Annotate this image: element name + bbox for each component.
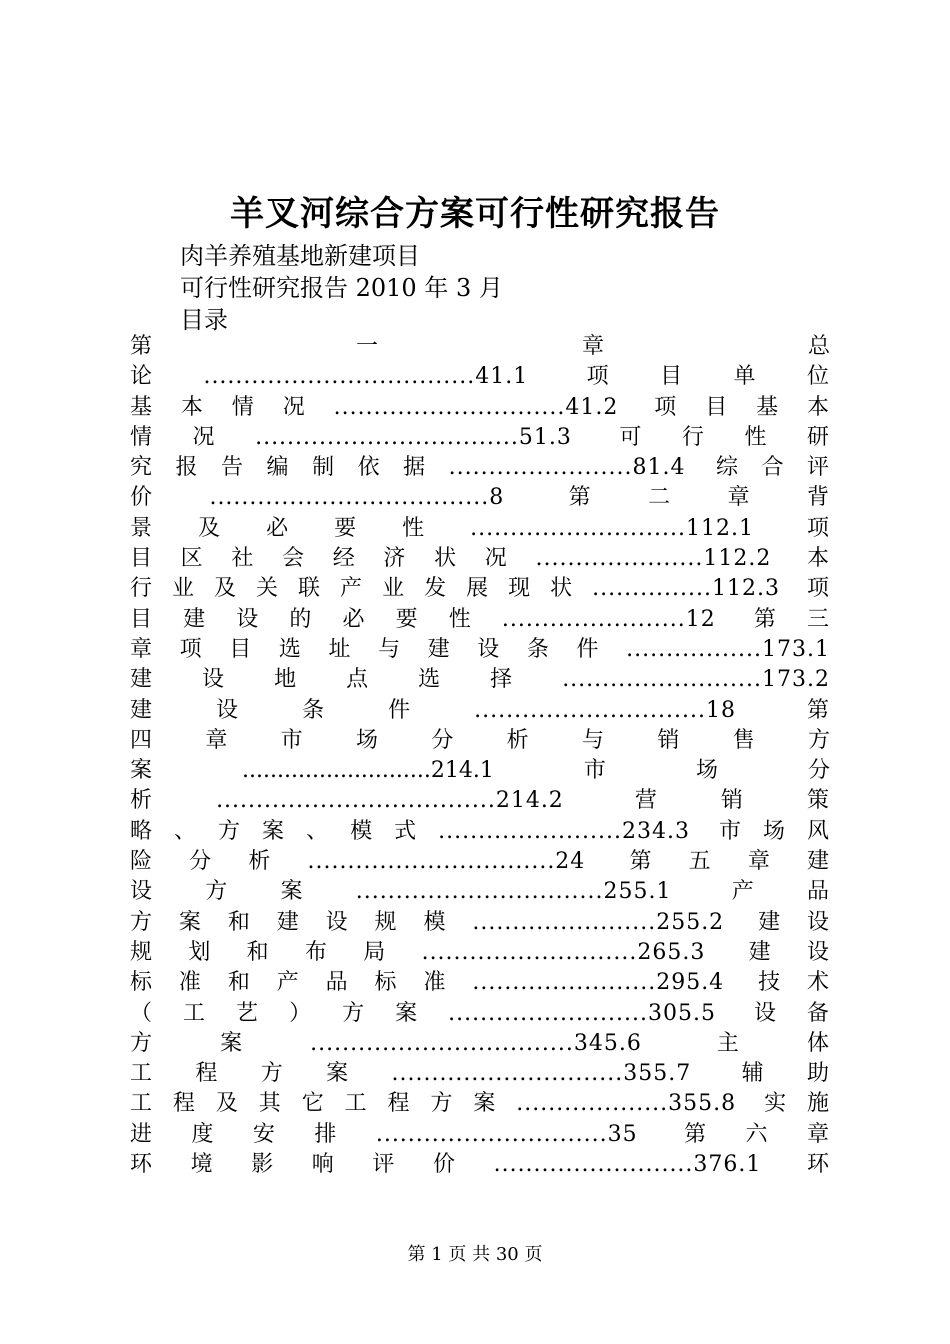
project-name-line: 肉羊养殖基地新建项目 [180,242,420,270]
document-title: 羊叉河综合方案可行性研究报告 [230,194,720,234]
toc-line: 四 章 市 场 分 析 与 销 售 方 [130,727,830,753]
toc-line: 工程方案.............................355.7 辅助 [130,1061,830,1087]
toc-line: 建设条件.............................18 第 [130,697,830,723]
report-date-line: 可行性研究报告 2010 年 3 月 [180,274,503,302]
toc-line: 进度安排.............................35 第六章 [130,1121,830,1147]
toc-line: 工程及其它工程方案...................355.8 实施 [130,1091,830,1117]
toc-line: 建设地点选择.........................173.2 [130,667,830,693]
toc-heading: 目录 [180,306,228,334]
toc-line: 章项目选址与建设条件.................173.1 [130,636,830,662]
toc-line: 情况.................................51.3 可行性研 [130,424,830,450]
toc-line: 目建设的必要性.......................12 第三 [130,606,830,632]
toc-line: 标准和产品标准.......................295.4 技术 [130,970,830,996]
toc-line: 基本情况.............................41.2 项目基本 [130,394,830,420]
table-of-contents [130,332,830,1180]
toc-line: 略、方案、模式.......................234.3 市场风 [130,818,830,844]
toc-line: 环境影响评价.........................376.1 环 [130,1152,830,1178]
toc-line: 目区社会经济状况.....................112.2 本 [130,546,830,572]
toc-line: 设方案...............................255.1 产品 [130,879,830,905]
toc-line: 行业及关联产业发展现状...............112.3 项 [130,576,830,602]
toc-line: 案 ...........................214.1 市 场 分 [130,758,830,784]
page-number-footer: 第 1 页 共 30 页 [407,1244,543,1265]
toc-line: 析...................................214.2 营销策 [130,788,830,814]
toc-line: 方案.................................345.6 主体 [130,1030,830,1056]
toc-line: 第 一 章 总 [130,334,830,359]
toc-line: 价...................................8 第二章背 [130,485,830,511]
toc-line: 方案和建设规模.......................255.2 建设 [130,909,830,935]
toc-line: （工艺）方案.........................305.5 设备 [130,1000,830,1026]
toc-line: 险分析...............................24 第五章建 [130,849,830,875]
toc-line: 论..................................41.1 项目单位 [130,364,830,390]
toc-line: 规划和布局...........................265.3 建设 [130,939,830,965]
toc-line: 景及必要性...........................112.1 项 [130,515,830,541]
toc-line: 究报告编制依据.......................81.4 综合评 [130,455,830,481]
